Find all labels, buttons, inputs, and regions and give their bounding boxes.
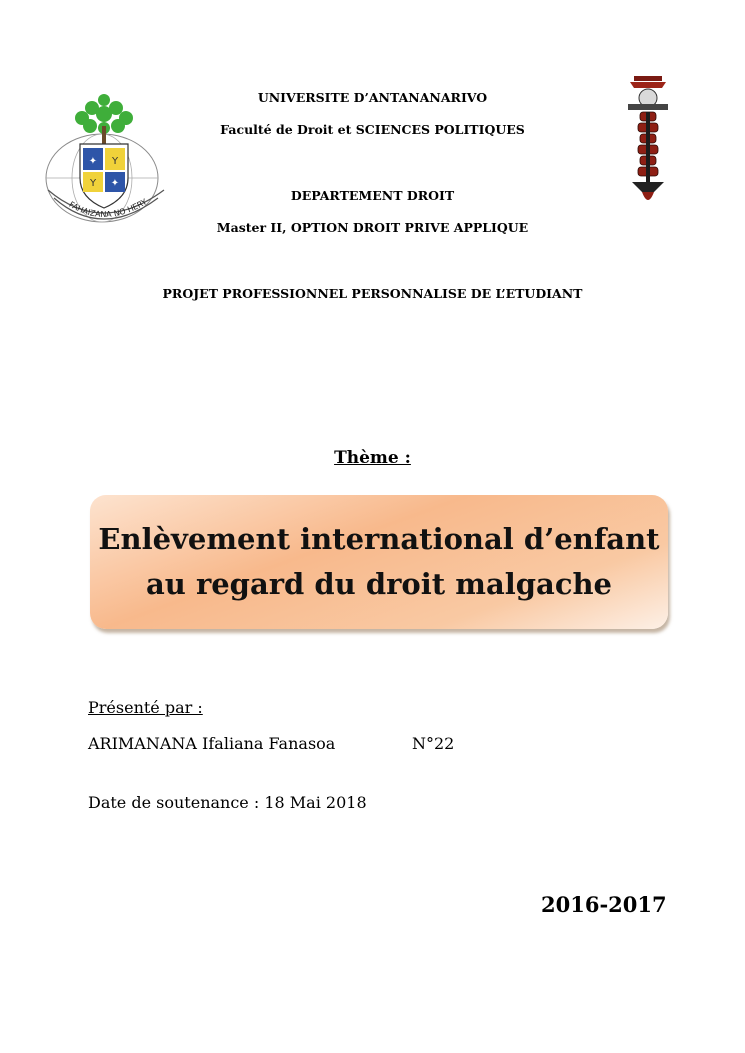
thesis-title-box bbox=[90, 495, 668, 629]
student-number: N°22 bbox=[412, 734, 455, 753]
theme-label: Thème : bbox=[334, 448, 411, 468]
department-name: DEPARTEMENT DROIT bbox=[290, 188, 455, 203]
faculty-name: Faculté de Droit et SCIENCES POLITIQUES bbox=[220, 122, 525, 137]
svg-text:✦: ✦ bbox=[88, 156, 98, 167]
svg-text:Y: Y bbox=[89, 178, 97, 189]
defense-date: Date de soutenance : 18 Mai 2018 bbox=[88, 793, 367, 812]
presented-by-label: Présenté par : bbox=[88, 698, 203, 717]
svg-text:✦: ✦ bbox=[110, 178, 120, 189]
university-name: UNIVERSITE D’ANTANANARIVO bbox=[257, 90, 488, 105]
thesis-title-line-2: au regard du droit malgache bbox=[145, 567, 613, 601]
student-name: ARIMANANA Ifaliana Fanasoa bbox=[88, 734, 336, 753]
thesis-title-line-1: Enlèvement international d’enfant bbox=[98, 522, 660, 556]
svg-text:Y: Y bbox=[111, 156, 119, 167]
university-seal-icon bbox=[40, 86, 180, 236]
program-name: Master II, OPTION DROIT PRIVE APPLIQUE bbox=[216, 220, 529, 235]
project-type: PROJET PROFESSIONNEL PERSONNALISE DE L’ETUDIANT bbox=[162, 286, 583, 301]
academic-year: 2016-2017 bbox=[541, 892, 667, 917]
svg-text:FAHAIZANA NO HERY: FAHAIZANA NO HERY bbox=[67, 197, 149, 220]
